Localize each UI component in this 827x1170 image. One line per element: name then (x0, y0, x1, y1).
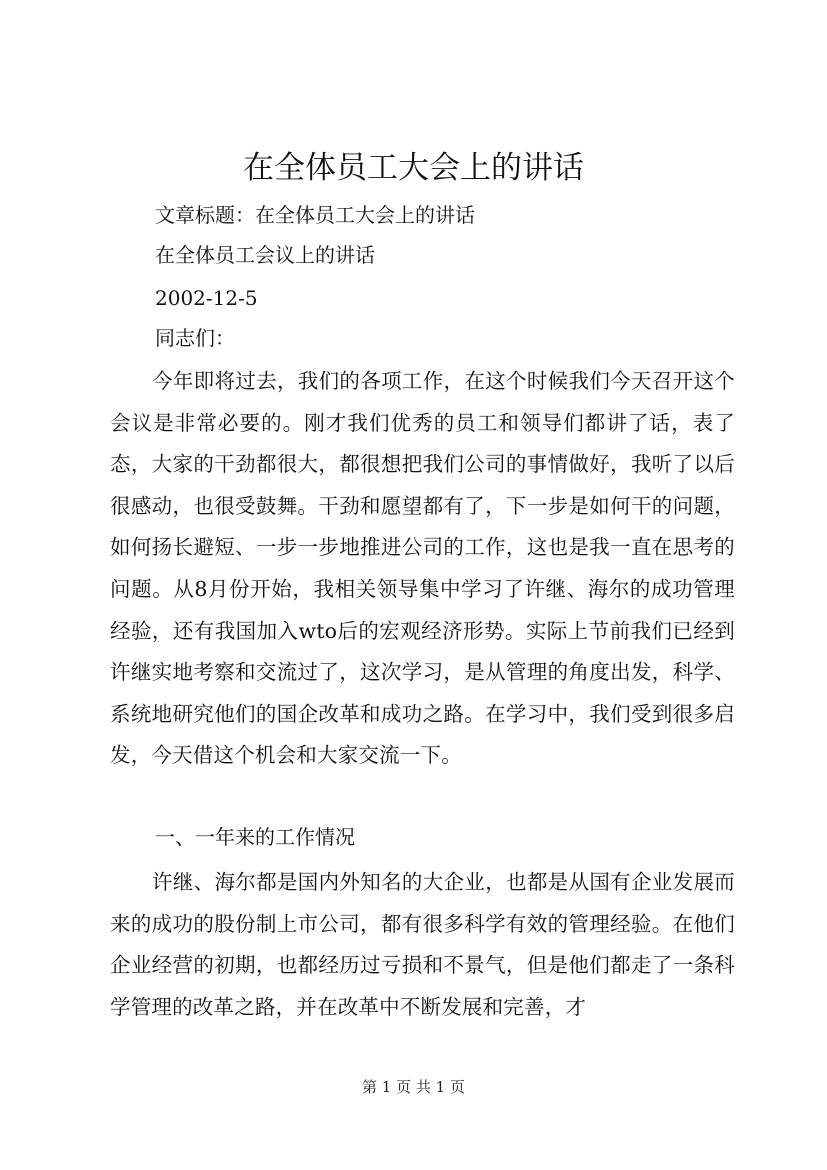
document-date: 2002-12-5 (155, 286, 258, 310)
body-paragraph-1: 今年即将过去，我们的各项工作，在这个时候我们今天召开这个会议是非常必要的。刚才我们优秀的员工和领导们都讲了话，表了态，大家的干劲都很大，都很想把我们公司的事情做好，我听了以后很感动，也很受鼓舞。干劲和愿望都有了，下一步是如何干的问题，如何扬长避短、一步一步地推进公司的工作，这也是我一直在思考的问题。从8月份开始，我相关领导集中学习了许继、海尔的成功管理经验，还有我国加入wto后的宏观经济形势。实际上节前我们已经到许继实地考察和交流过了，这次学习，是从管理的角度出发，科学、系统地研究他们的国企改革和成功之路。在学习中，我们受到很多启发，今天借这个机会和大家交流一下。 (110, 369, 735, 768)
salutation: 同志们： (155, 326, 235, 350)
page-footer: 第 1 页 共 1 页 (362, 1078, 465, 1096)
document-subtitle: 在全体员工会议上的讲话 (155, 243, 375, 267)
section-heading-1: 一、一年来的工作情况 (155, 825, 355, 849)
document-title: 在全体员工大会上的讲话 (243, 150, 584, 186)
body-paragraph-2: 许继、海尔都是国内外知名的大企业，也都是从国有企业发展而来的成功的股份制上市公司，都有很多科学有效的管理经验。在他们企业经营的初期，也都经历过亏损和不景气，但是他们都走了一条科学管理的改革之路，并在改革中不断发展和完善，才 (110, 870, 735, 1019)
article-title-line: 文章标题：在全体员工大会上的讲话 (155, 203, 475, 227)
